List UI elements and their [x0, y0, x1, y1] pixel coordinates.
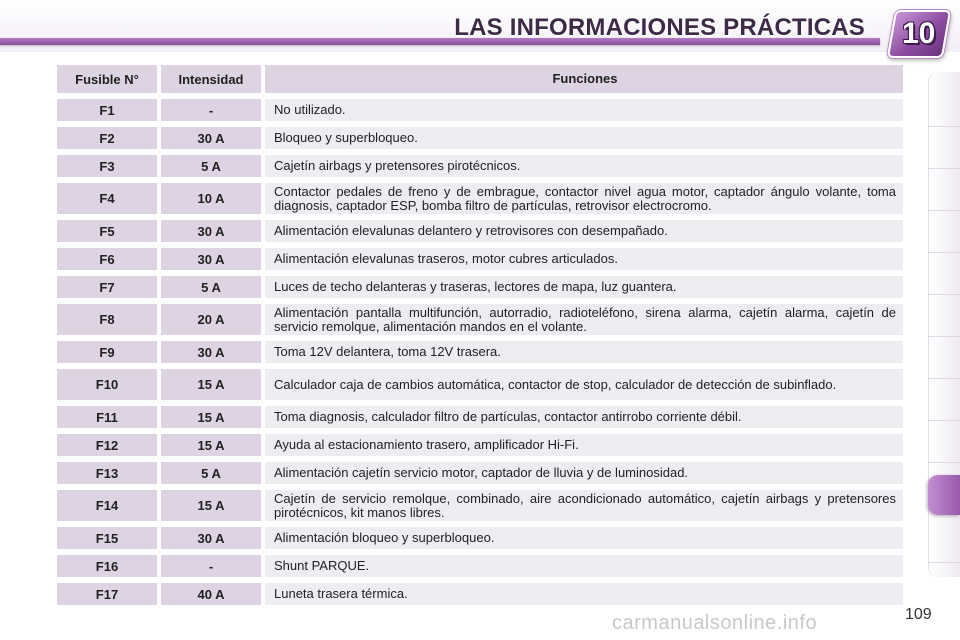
watermark: carmanualsonline.info	[612, 612, 818, 634]
side-tab[interactable]	[928, 294, 960, 337]
fuse-intensity: 30 A	[161, 220, 261, 242]
fuse-number: F2	[57, 127, 157, 149]
fuse-functions: Cajetín airbags y pretensores pirotécnicos.	[265, 155, 903, 177]
fuse-number: F16	[57, 555, 157, 577]
fuse-number: F5	[57, 220, 157, 242]
side-tab[interactable]	[928, 126, 960, 169]
table-row	[57, 369, 903, 400]
table-row	[57, 555, 903, 577]
fuse-intensity: 15 A	[161, 490, 261, 521]
fuse-functions: Cajetín de servicio remolque, combinado, aire acondicionado automático, cajetín airbags y pretensores pirotécnicos, kit manos libres.	[265, 490, 903, 521]
fuse-functions: Alimentación cajetín servicio motor, captador de lluvia y de luminosidad.	[265, 462, 903, 484]
fuse-intensity: 15 A	[161, 434, 261, 456]
fuse-number: F15	[57, 527, 157, 549]
fuse-intensity: 30 A	[161, 341, 261, 363]
fuse-functions: Alimentación pantalla multifunción, autorradio, radioteléfono, sirena alarma, cajetín alarma, cajetín de servicio remolque, alimentación mandos en el volante.	[265, 304, 903, 335]
fuse-functions: Luneta trasera térmica.	[265, 583, 903, 605]
table-row	[57, 220, 903, 242]
fuse-intensity: 40 A	[161, 583, 261, 605]
table-row	[57, 583, 903, 605]
column-header-fuse: Fusible N°	[57, 65, 157, 93]
side-tab[interactable]	[928, 84, 960, 127]
fuse-functions: Alimentación elevalunas delantero y retrovisores con desempañado.	[265, 220, 903, 242]
table-row	[57, 304, 903, 335]
fuse-number: F12	[57, 434, 157, 456]
table-row	[57, 527, 903, 549]
fuse-intensity: 30 A	[161, 127, 261, 149]
page-title: LAS INFORMACIONES PRÁCTICAS	[454, 14, 865, 41]
fuse-number: F3	[57, 155, 157, 177]
fuse-number: F9	[57, 341, 157, 363]
fuse-intensity: 20 A	[161, 304, 261, 335]
fuse-functions: No utilizado.	[265, 99, 903, 121]
table-row	[57, 434, 903, 456]
fuse-intensity: 10 A	[161, 183, 261, 214]
fuse-intensity: 30 A	[161, 527, 261, 549]
fuse-number: F4	[57, 183, 157, 214]
fuse-number: F14	[57, 490, 157, 521]
column-header-functions: Funciones	[265, 65, 903, 93]
table-row	[57, 406, 903, 428]
chapter-badge	[887, 10, 951, 58]
fuse-intensity: 5 A	[161, 462, 261, 484]
table-row	[57, 99, 903, 121]
fuse-intensity: -	[161, 99, 261, 121]
fuse-number: F11	[57, 406, 157, 428]
fuse-functions: Bloqueo y superbloqueo.	[265, 127, 903, 149]
table-row	[57, 183, 903, 214]
table-row	[57, 155, 903, 177]
side-tab[interactable]	[928, 420, 960, 463]
table-row	[57, 276, 903, 298]
fuse-intensity: 15 A	[161, 369, 261, 400]
fuse-intensity: -	[161, 555, 261, 577]
table-header-row	[57, 65, 903, 93]
chapter-number: 10	[902, 17, 936, 50]
side-tab[interactable]	[928, 336, 960, 379]
table-row	[57, 490, 903, 521]
side-tab[interactable]	[928, 378, 960, 421]
fuse-number: F8	[57, 304, 157, 335]
fuse-functions: Contactor pedales de freno y de embrague, contactor nivel agua motor, captador ángulo volante, toma diagnosis, captador ESP, bomba filtro de partículas, retrovisor electrocromo.	[265, 183, 903, 214]
table-row	[57, 127, 903, 149]
table-row	[57, 462, 903, 484]
side-tab[interactable]	[928, 252, 960, 295]
fuse-functions: Toma 12V delantera, toma 12V trasera.	[265, 341, 903, 363]
fuse-number: F13	[57, 462, 157, 484]
fuse-number: F17	[57, 583, 157, 605]
fuse-number: F6	[57, 248, 157, 270]
table-row	[57, 248, 903, 270]
fuse-intensity: 5 A	[161, 276, 261, 298]
fuse-functions: Calculador caja de cambios automática, contactor de stop, calculador de detección de subinflado.	[265, 369, 903, 400]
fuse-number: F10	[57, 369, 157, 400]
fuse-number: F7	[57, 276, 157, 298]
side-tab[interactable]	[928, 168, 960, 211]
fuse-functions: Luces de techo delanteras y traseras, lectores de mapa, luz guantera.	[265, 276, 903, 298]
side-tab[interactable]	[928, 210, 960, 253]
fuse-intensity: 5 A	[161, 155, 261, 177]
side-tab[interactable]	[928, 520, 960, 563]
fuse-functions: Toma diagnosis, calculador filtro de partículas, contactor antirrobo corriente débil.	[265, 406, 903, 428]
fuse-functions: Ayuda al estacionamiento trasero, amplificador Hi-Fi.	[265, 434, 903, 456]
fuse-functions: Alimentación bloqueo y superbloqueo.	[265, 527, 903, 549]
fuse-table	[57, 65, 903, 611]
fuse-functions: Alimentación elevalunas traseros, motor cubres articulados.	[265, 248, 903, 270]
side-tab-active[interactable]	[928, 475, 960, 515]
column-header-intensity: Intensidad	[161, 65, 261, 93]
fuse-intensity: 30 A	[161, 248, 261, 270]
fuse-number: F1	[57, 99, 157, 121]
page-number: 109	[905, 606, 932, 623]
fuse-intensity: 15 A	[161, 406, 261, 428]
table-row	[57, 341, 903, 363]
fuse-functions: Shunt PARQUE.	[265, 555, 903, 577]
